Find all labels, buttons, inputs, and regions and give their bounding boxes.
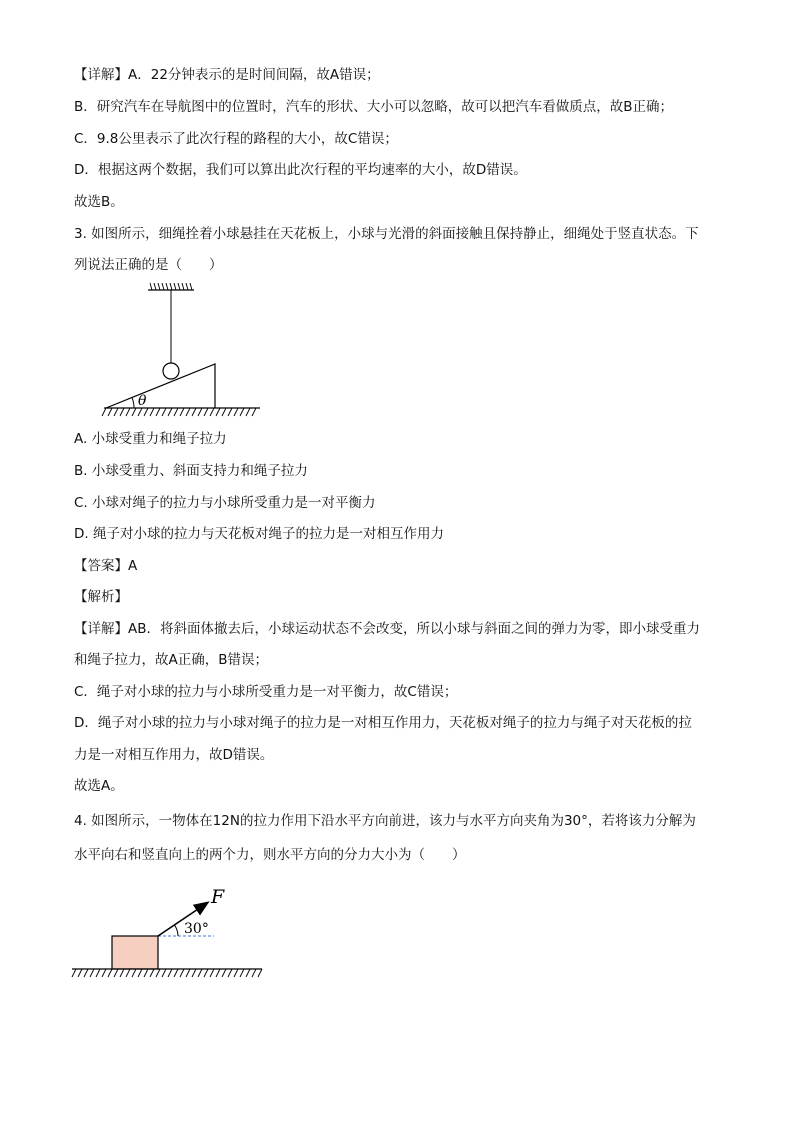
question-4-stem: 水平向右和竖直向上的两个力，则水平方向的分力大小为（ ） xyxy=(74,847,466,863)
option-a: A. 小球受重力和绳子拉力 xyxy=(74,431,227,447)
option-d: D. 绳子对小球的拉力与天花板对绳子的拉力是一对相互作用力 xyxy=(74,526,444,542)
block-force-figure xyxy=(70,884,270,984)
option-b: B. 小球受重力、斜面支持力和绳子拉力 xyxy=(74,463,308,479)
text-line: 【详解】AB．将斜面体撤去后，小球运动状态不会改变，所以小球与斜面之间的弹力为零，即小球受重力 xyxy=(74,621,700,637)
question-3-stem: 3. 如图所示，细绳拴着小球悬挂在天花板上，小球与光滑的斜面接触且保持静止，细绳处于竖直状态。下 xyxy=(74,226,699,242)
text-line: B．研究汽车在导航图中的位置时，汽车的形状、大小可以忽略，故可以把汽车看做质点，故B正确； xyxy=(74,99,674,115)
text-line: 故选A。 xyxy=(74,778,124,794)
text-line: 【详解】A．22分钟表示的是时间间隔，故A错误； xyxy=(74,67,380,83)
angle-label: θ xyxy=(138,393,147,409)
text-line: D．绳子对小球的拉力与小球对绳子的拉力是一对相互作用力，天花板对绳子的拉力与绳子对天花板的拉 xyxy=(74,715,692,731)
analysis-heading: 【解析】 xyxy=(74,589,128,605)
text-line: 故选B。 xyxy=(74,194,124,210)
question-3-stem: 列说法正确的是（ ） xyxy=(74,257,223,273)
text-line: 力是一对相互作用力，故D错误。 xyxy=(74,747,274,763)
text-line: 和绳子拉力，故A正确，B错误； xyxy=(74,652,268,668)
text-line: D．根据这两个数据，我们可以算出此次行程的平均速率的大小，故D错误。 xyxy=(74,162,527,178)
text-line: C．9.8公里表示了此次行程的路程的大小，故C错误； xyxy=(74,131,398,147)
angle-label: 30° xyxy=(184,921,209,937)
question-4-stem: 4. 如图所示，一物体在12N的拉力作用下沿水平方向前进，该力与水平方向夹角为30°，若将该力分解为 xyxy=(74,813,696,829)
answer-line: 【答案】A xyxy=(74,558,138,574)
text-line: C．绳子对小球的拉力与小球所受重力是一对平衡力，故C错误； xyxy=(74,684,458,700)
incline-ball-figure xyxy=(100,280,265,422)
force-label: F xyxy=(211,886,225,908)
option-c: C. 小球对绳子的拉力与小球所受重力是一对平衡力 xyxy=(74,495,376,511)
